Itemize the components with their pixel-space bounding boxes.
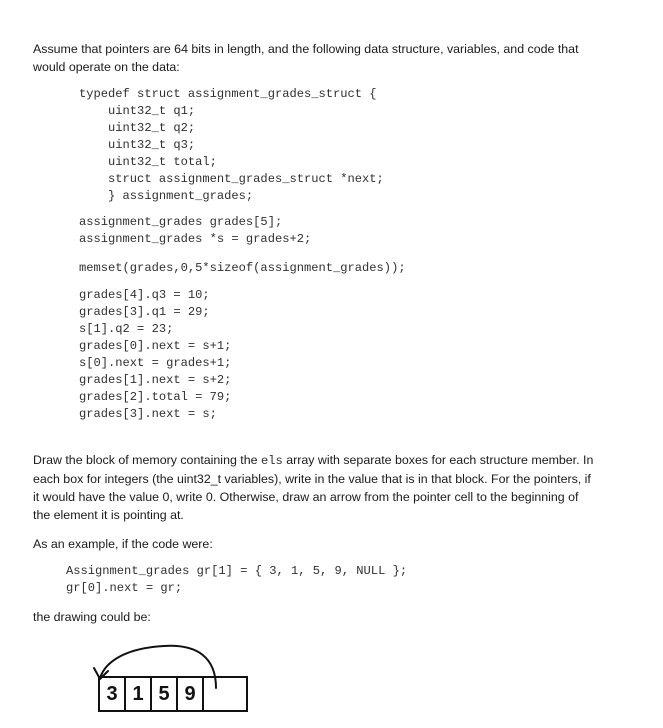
- assignment-statements-code: [79, 287, 231, 423]
- code-line: grades[4].q3 = 10;: [79, 288, 210, 302]
- code-line: Assignment_grades gr[1] = { 3, 1, 5, 9, NULL };: [66, 564, 408, 578]
- drawing-lead-text: the drawing could be:: [33, 610, 151, 624]
- instructions-line: [33, 451, 633, 470]
- code-line: assignment_grades *s = grades+2;: [79, 232, 312, 246]
- memory-cell-q2: 1: [126, 678, 152, 710]
- intro-line: would operate on the data:: [33, 60, 180, 74]
- code-line: grades[2].total = 79;: [79, 390, 232, 404]
- memory-cells: [98, 676, 248, 712]
- code-line: uint32_t q1;: [79, 104, 196, 118]
- code-line: s[0].next = grades+1;: [79, 356, 232, 370]
- code-line: typedef struct assignment_grades_struct {: [79, 87, 377, 101]
- instructions-line: it would have the value 0, write 0. Otherwise, draw an arrow from the pointer cell to the beginning of: [33, 490, 579, 504]
- code-line: grades[0].next = s+1;: [79, 339, 232, 353]
- example-lead-text: As an example, if the code were:: [33, 537, 213, 551]
- intro-paragraph: [33, 40, 579, 76]
- memory-cell-q3: 5: [152, 678, 178, 710]
- memory-cell-q1: 3: [100, 678, 126, 710]
- instructions-text: array with separate boxes for each structure member. In: [282, 453, 594, 467]
- code-line: assignment_grades grades[5];: [79, 215, 283, 229]
- instructions-text: Draw the block of memory containing the: [33, 453, 261, 467]
- struct-definition-code: [79, 86, 384, 205]
- instructions-paragraph: [33, 451, 633, 524]
- instructions-line: each box for integers (the uint32_t variables), write in the value that is in that block. For the pointers, if: [33, 472, 591, 486]
- inline-code-els: els: [260, 454, 283, 468]
- instructions-line: the element it is pointing at.: [33, 508, 184, 522]
- code-line: struct assignment_grades_struct *next;: [79, 172, 384, 186]
- code-line: gr[0].next = gr;: [66, 581, 183, 595]
- code-line: uint32_t q3;: [79, 138, 196, 152]
- code-line: grades[3].q1 = 29;: [79, 305, 210, 319]
- memory-cell-next-pointer: [204, 678, 246, 710]
- code-line: } assignment_grades;: [79, 189, 254, 203]
- memory-cell-total: 9: [178, 678, 204, 710]
- intro-line: Assume that pointers are 64 bits in length, and the following data structure, variables, and code that: [33, 42, 579, 56]
- example-code: [66, 563, 407, 597]
- variable-declarations-code: [79, 214, 311, 248]
- code-line: grades[3].next = s;: [79, 407, 217, 421]
- code-line: uint32_t q2;: [79, 121, 196, 135]
- code-line: uint32_t total;: [79, 155, 217, 169]
- code-line: s[1].q2 = 23;: [79, 322, 174, 336]
- example-memory-drawing: [88, 638, 268, 718]
- memset-code: [79, 260, 406, 277]
- code-line: memset(grades,0,5*sizeof(assignment_grades));: [79, 261, 406, 275]
- code-line: grades[1].next = s+2;: [79, 373, 232, 387]
